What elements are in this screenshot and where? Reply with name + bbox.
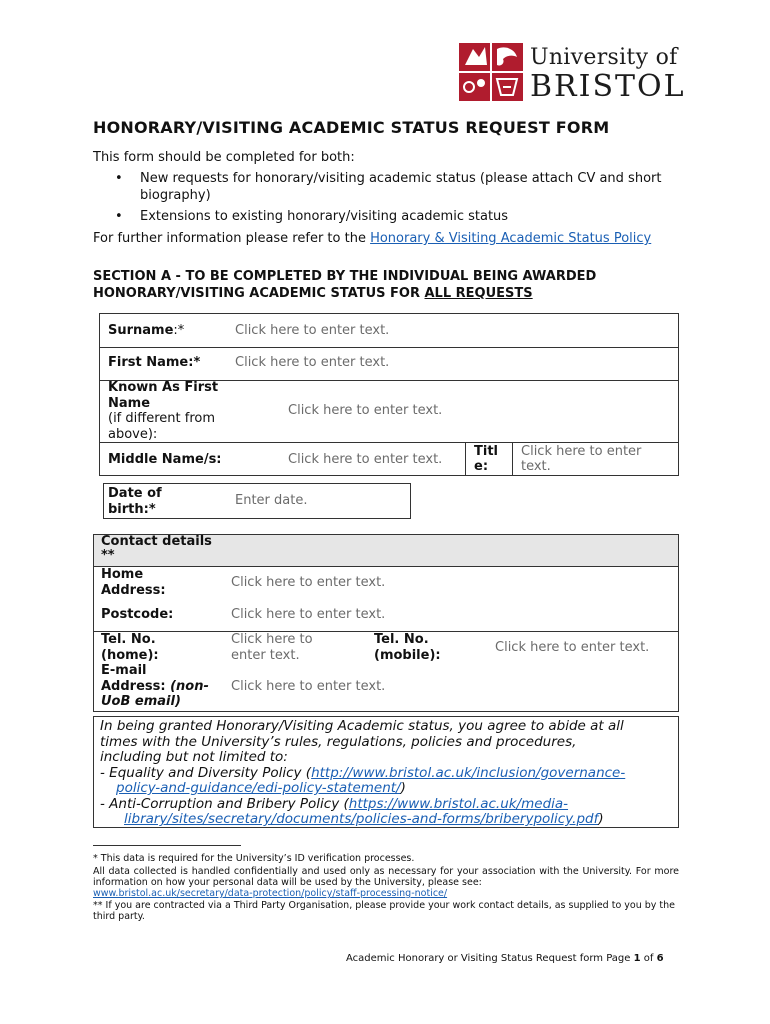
postcode-input[interactable]: Click here to enter text.	[231, 607, 386, 622]
section-a-line-1: SECTION A - TO BE COMPLETED BY THE INDIVIDUAL BEING AWARDED	[93, 269, 597, 284]
form-title: HONORARY/VISITING ACADEMIC STATUS REQUEST FORM	[93, 118, 610, 137]
dob-input[interactable]: Enter date.	[235, 493, 308, 508]
data-protection-link[interactable]: www.bristol.ac.uk/secretary/data-protection/policy/staff-processing-notice/	[93, 888, 448, 899]
footnote-3: ** If you are contracted via a Third Party Organisation, please provide your work contact details, as supplied to you by the third party.	[93, 900, 676, 922]
footnote-divider	[93, 845, 241, 846]
bullet-list	[93, 170, 683, 229]
bullet-item: • New requests for honorary/visiting academic status (please attach CV and short biography)	[93, 170, 683, 204]
equality-policy-link-cont[interactable]: policy-and-guidance/edi-policy-statement/	[116, 780, 401, 796]
section-a-line-2: HONORARY/VISITING ACADEMIC STATUS FOR	[93, 286, 425, 301]
home-address-input[interactable]: Click here to enter text.	[231, 575, 386, 590]
title-label: Titl e:	[474, 444, 498, 474]
tel-home-input[interactable]: Click here to enter text.	[231, 632, 313, 663]
surname-input[interactable]: Click here to enter text.	[235, 323, 390, 338]
title-input[interactable]: Click here to enter text.	[521, 444, 642, 474]
university-logo-crest	[459, 43, 523, 101]
dob-label: Date of birth:*	[108, 486, 162, 517]
contact-header: Contact details **	[101, 534, 212, 563]
middle-name-input[interactable]: Click here to enter text.	[288, 452, 443, 467]
tel-home-label: Tel. No. (home):	[101, 632, 159, 663]
first-name-input[interactable]: Click here to enter text.	[235, 355, 390, 370]
page-number: 1	[633, 953, 641, 964]
contact-details-table	[93, 534, 679, 712]
home-address-label: Home Address:	[101, 567, 166, 598]
further-info	[93, 230, 683, 247]
university-logo-wordmark	[530, 47, 686, 102]
intro-text: This form should be completed for both:	[93, 150, 355, 165]
bullet-item: • Extensions to existing honorary/visiting academic status	[93, 208, 683, 225]
known-as-input[interactable]: Click here to enter text.	[288, 403, 443, 418]
tel-mobile-label: Tel. No. (mobile):	[374, 632, 441, 663]
known-as-label: Known As First Name (if different from above):	[108, 380, 219, 442]
first-name-label: First Name:*	[108, 355, 201, 370]
page-total: 6	[656, 953, 664, 964]
tel-mobile-input[interactable]: Click here to enter text.	[495, 640, 650, 655]
equality-policy-link[interactable]: http://www.bristol.ac.uk/inclusion/governance-	[311, 764, 626, 781]
logo-line-1: University of	[530, 45, 678, 70]
bribery-policy-link[interactable]: https://www.bristol.ac.uk/media-	[348, 795, 569, 812]
agreement-box: In being granted Honorary/Visiting Academic status, you agree to abide at all times with the University’s rules, regulations, policies and procedures, including but not limited to: - Equality and Diversity Policy (http://www.bristol.ac.uk/inclusion/governance- policy-and-guidance/edi-policy-statement/) - Anti-Corruption and Bribery Policy (https://www.bristol.ac.uk/media- library/sites/secretary/documents/policies-and-forms/briberypolicy.pdf)	[93, 716, 679, 828]
section-a-all-requests: ALL REQUESTS	[424, 286, 533, 301]
dob-box	[103, 483, 411, 519]
surname-label: Surname:*	[108, 323, 185, 338]
postcode-label: Postcode:	[101, 607, 174, 622]
agreement-line: including but not limited to:	[100, 749, 288, 765]
footnote-2: All data collected is handled confidentially and used only as necessary for your association with the University. For more information on how your personal data will be used by the University, please see: www.bristol.ac.uk/secretary/data-protection/policy/staff-processing-notice/	[93, 866, 679, 899]
personal-details-table	[99, 313, 679, 476]
further-info-text: For further information please refer to the	[93, 231, 371, 246]
email-label: E-mail Address: (non- UoB email)	[101, 663, 209, 709]
equality-policy: - Equality and Diversity Policy (http://www.bristol.ac.uk/inclusion/governance-	[100, 764, 626, 781]
bribery-policy-link-cont[interactable]: library/sites/secretary/documents/policies-and-forms/briberypolicy.pdf	[124, 811, 599, 827]
page-footer: Academic Honorary or Visiting Status Request form Page 1 of 6	[346, 953, 664, 964]
middle-name-label: Middle Name/s:	[108, 452, 222, 467]
agreement-line: In being granted Honorary/Visiting Academic status, you agree to abide at all	[100, 718, 624, 734]
policy-link[interactable]: Honorary & Visiting Academic Status Policy	[370, 231, 652, 246]
contact-header-row	[94, 535, 678, 567]
logo-line-2: BRISTOL	[530, 69, 686, 104]
email-input[interactable]: Click here to enter text.	[231, 679, 386, 694]
footnote-1: * This data is required for the University’s ID verification processes.	[93, 853, 415, 864]
bribery-policy: - Anti-Corruption and Bribery Policy (https://www.bristol.ac.uk/media-	[100, 795, 569, 812]
agreement-line: times with the University’s rules, regulations, policies and procedures,	[100, 733, 577, 750]
section-a-heading	[93, 268, 683, 302]
